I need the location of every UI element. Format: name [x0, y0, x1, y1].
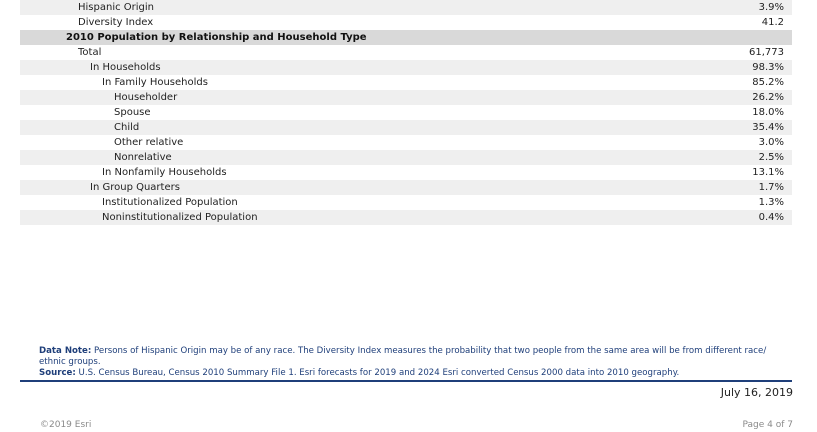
section-title: 2010 Population by Relationship and Household Type [66, 32, 367, 43]
row-value: 61,773 [749, 47, 784, 58]
table-row-spouse [20, 105, 792, 120]
table-row-in-households [20, 60, 792, 75]
row-label: Householder [114, 92, 178, 103]
data-note-label: Data Note: [39, 346, 92, 356]
row-label: In Family Households [102, 77, 208, 88]
table-row-noninstitutionalized [20, 210, 792, 225]
data-note [39, 346, 789, 379]
row-value: 41.2 [761, 17, 784, 28]
row-value: 13.1% [752, 167, 784, 178]
row-value: 18.0% [752, 107, 784, 118]
table-row-total [20, 45, 792, 60]
row-label: Other relative [114, 137, 184, 148]
row-value: 85.2% [752, 77, 784, 88]
table-row-in-family-households [20, 75, 792, 90]
row-label: Hispanic Origin [78, 2, 155, 13]
source-label: Source: [39, 368, 76, 378]
source-line [39, 368, 789, 379]
row-label: Total [78, 47, 102, 58]
table-row-householder [20, 90, 792, 105]
copyright: ©2019 Esri [40, 420, 92, 430]
row-value: 2.5% [758, 152, 784, 163]
row-value: 98.3% [752, 62, 784, 73]
row-label: Noninstitutionalized Population [102, 212, 258, 223]
row-label: Spouse [114, 107, 151, 118]
table-row-diversity-index [20, 15, 792, 30]
row-label: In Nonfamily Households [102, 167, 227, 178]
table-row-nonrelative [20, 150, 792, 165]
row-value: 1.3% [758, 197, 784, 208]
section-header-relationship [20, 30, 792, 45]
table-row-institutionalized [20, 195, 792, 210]
row-value: 1.7% [758, 182, 784, 193]
table-row-child [20, 120, 792, 135]
row-value: 0.4% [758, 212, 784, 223]
row-value: 26.2% [752, 92, 784, 103]
page-number: Page 4 of 7 [742, 420, 793, 430]
row-label: Institutionalized Population [102, 197, 238, 208]
row-label: Diversity Index [78, 17, 154, 28]
source-text: U.S. Census Bureau, Census 2010 Summary File 1. Esri forecasts for 2019 and 2024 Esri converted Census 2000 data into 2010 geography. [78, 368, 680, 378]
table-row-in-nonfamily-households [20, 165, 792, 180]
row-label: In Group Quarters [90, 182, 180, 193]
row-label: Child [114, 122, 140, 133]
data-note-text: Persons of Hispanic Origin may be of any race. The Diversity Index measures the probability that two people from the same area will be from different race/ ethnic groups. [39, 346, 767, 367]
report-table [20, 0, 792, 225]
table-row-other-relative [20, 135, 792, 150]
footer-divider [20, 380, 792, 382]
report-date: July 16, 2019 [720, 386, 793, 399]
table-row-hispanic-origin [20, 0, 792, 15]
row-value: 35.4% [752, 122, 784, 133]
row-label: Nonrelative [114, 152, 172, 163]
data-note-line [39, 346, 789, 368]
row-value: 3.0% [758, 137, 784, 148]
row-value: 3.9% [758, 2, 784, 13]
table-row-in-group-quarters [20, 180, 792, 195]
row-label: In Households [90, 62, 161, 73]
